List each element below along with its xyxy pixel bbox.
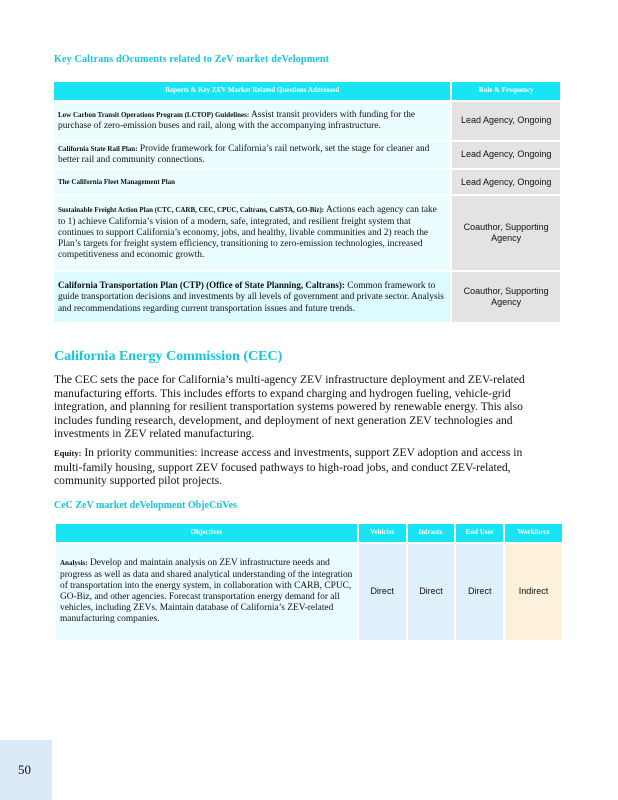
doc-label: The California Fleet Management Plan xyxy=(58,177,176,186)
table-row xyxy=(54,170,560,194)
role-frequency: Coauthor, Supporting Agency xyxy=(452,272,560,322)
objective-text: Develop and maintain analysis on ZEV infrastructure needs and progress as well as data and shared analytical understanding of the integration of transportation into the energy system, in collaboration with CARB, CPUC, GO-Biz, and other agencies. Forecast transportation energy demand for all vehicles, including ZEVs. Maintain database of California’s ZEV-related manufacturing companies. xyxy=(60,558,353,625)
role-frequency: Lead Agency, Ongoing xyxy=(452,142,560,168)
workforce-value: Indirect xyxy=(505,544,562,640)
doc-text: Assist transit providers with funding for the purchase of zero-emission buses and rail, along with the accompanying infrastructure. xyxy=(58,109,416,131)
role-frequency: Lead Agency, Ongoing xyxy=(452,102,560,140)
infrastr-value: Direct xyxy=(408,544,455,640)
role-frequency: Lead Agency, Ongoing xyxy=(452,170,560,194)
heading-cec-objectives: CeC ZeV market deVelopment ObjeCtiVes xyxy=(54,500,237,511)
doc-label: California State Rail Plan: xyxy=(58,145,138,153)
doc-label: California Transportation Plan (CTP) (Office of State Planning, Caltrans): xyxy=(58,280,345,291)
equity-label: Equity: xyxy=(54,448,82,458)
doc-text: Actions each agency can take to 1) achieve California’s vision of a modern, safe, integrated, and resilient freight system that continues to support California’s economy, jobs, and healthy, livable communities and 2) reach the Plan’s targets for freight system efficiency, transitioning to zero-emission technologies, increased competitiveness and economic growth. xyxy=(58,205,437,261)
section-title: California Energy Commission (CEC) xyxy=(54,349,283,364)
col-header-objectives: Objectives xyxy=(56,524,357,542)
equity-text: In priority communities: increase access and investments, support ZEV adoption and access in multi-family housing, support ZEV focused pathways to high-road jobs, and conduct ZEV-related, community supported pilot projects. xyxy=(54,446,523,488)
objectives-table xyxy=(54,522,564,642)
objective-label: Analysis: xyxy=(60,559,88,568)
doc-label: Sustainable Freight Action Plan (CTC, CARB, CEC, CPUC, Caltrans, CalSTA, GO-Biz): xyxy=(58,206,325,215)
cec-intro-paragraph: The CEC sets the pace for California’s multi-agency ZEV infrastructure deployment and ZEV-related manufacturing efforts. This includes efforts to expand charging and hydrogen fueling, vehicle-grid integration, and planning for resilient transportation systems powered by renewable energy. This also includes funding research, development, and deployment of next generation ZEV technologies and investments in ZEV related manufacturing. xyxy=(54,373,525,441)
table-row xyxy=(54,272,560,322)
table-row xyxy=(54,196,560,270)
doc-text: Common framework to guide transportation decisions and investments by all levels of government and private sector. Analysis and recommendations regarding current transportation issues and future trends. xyxy=(58,281,444,314)
col-header-vehicles: Vehicles xyxy=(359,524,406,542)
col-header-workforce: Workforce xyxy=(505,524,562,542)
table-row xyxy=(54,142,560,168)
doc-label: Low Carbon Transit Operations Program (LCTOP) Guidelines: xyxy=(58,110,250,119)
table-row xyxy=(54,102,560,140)
col-header-end-user: End User xyxy=(456,524,503,542)
documents-table xyxy=(52,80,562,324)
equity-paragraph xyxy=(54,446,532,488)
page-number: 50 xyxy=(18,762,31,777)
col-header-infrastr: Infrastr. xyxy=(408,524,455,542)
table-row xyxy=(56,544,562,640)
col-header-reports: Reports & Key ZEV Market Related Questions Addressed xyxy=(54,82,450,100)
heading-key-documents: Key Caltrans dOcuments related to ZeV market deVelopment xyxy=(54,54,330,65)
doc-text: Provide framework for California’s rail network, set the stage for cleaner and better rail and community connections. xyxy=(58,144,430,166)
vehicles-value: Direct xyxy=(359,544,406,640)
role-frequency: Coauthor, Supporting Agency xyxy=(452,196,560,270)
col-header-role: Role & Frequency xyxy=(452,82,560,100)
end-user-value: Direct xyxy=(456,544,503,640)
